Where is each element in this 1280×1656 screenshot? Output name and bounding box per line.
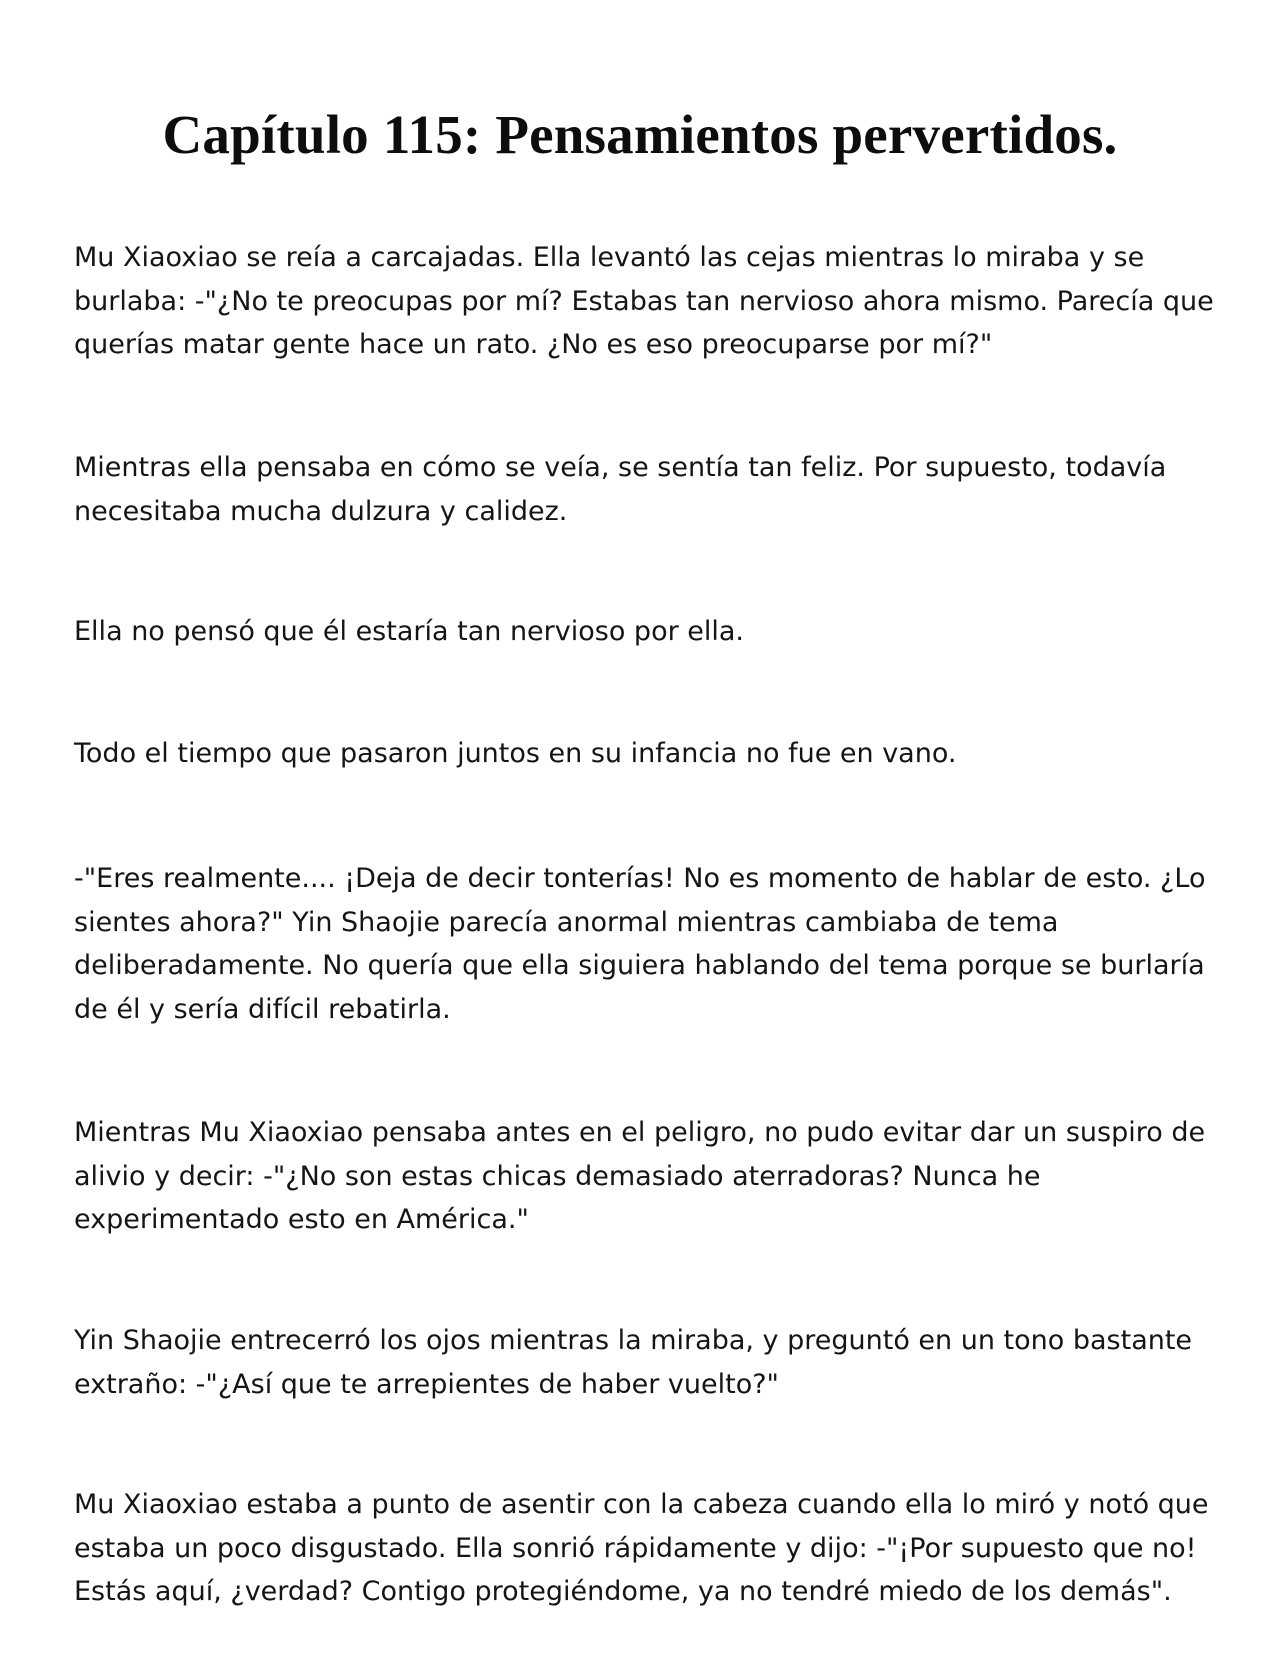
- paragraph-7: Yin Shaojie entrecerró los ojos mientras la miraba, y preguntó en un tono bastante extraño: -"¿Así que te arrepientes de haber vuelto?": [74, 1325, 1193, 1400]
- chapter-title: Capítulo 115: Pensamientos pervertidos.: [162, 104, 1118, 165]
- paragraph-6: Mientras Mu Xiaoxiao pensaba antes en el peligro, no pudo evitar dar un suspiro de alivio y decir: -"¿No son estas chicas demasiado aterradoras? Nunca he experimentado esto en América.": [74, 1117, 1206, 1235]
- paragraph-5: -"Eres realmente.... ¡Deja de decir tonterías! No es momento de hablar de esto. ¿Lo sientes ahora?" Yin Shaojie parecía anormal mientras cambiaba de tema deliberadamente. No quería que ella siguiera hablando del tema porque se burlaría de él y sería difícil rebatirla.: [74, 863, 1206, 1025]
- paragraph-3: Ella no pensó que él estaría tan nervioso por ella.: [74, 616, 745, 647]
- paragraph-1: Mu Xiaoxiao se reía a carcajadas. Ella levantó las cejas mientras lo miraba y se burlaba: -"¿No te preocupas por mí? Estabas tan nervioso ahora mismo. Parecía que querías matar gente hace un rato. ¿No es eso preocuparse por mí?": [74, 242, 1214, 360]
- paragraph-8: Mu Xiaoxiao estaba a punto de asentir con la cabeza cuando ella lo miró y notó que estaba un poco disgustado. Ella sonrió rápidamente y dijo: -"¡Por supuesto que no! Estás aquí, ¿verdad? Contigo protegiéndome, ya no tendré miedo de los demás".: [74, 1489, 1209, 1607]
- paragraph-4: Todo el tiempo que pasaron juntos en su infancia no fue en vano.: [74, 738, 957, 769]
- paragraph-2: Mientras ella pensaba en cómo se veía, se sentía tan feliz. Por supuesto, todavía necesitaba mucha dulzura y calidez.: [74, 452, 1167, 527]
